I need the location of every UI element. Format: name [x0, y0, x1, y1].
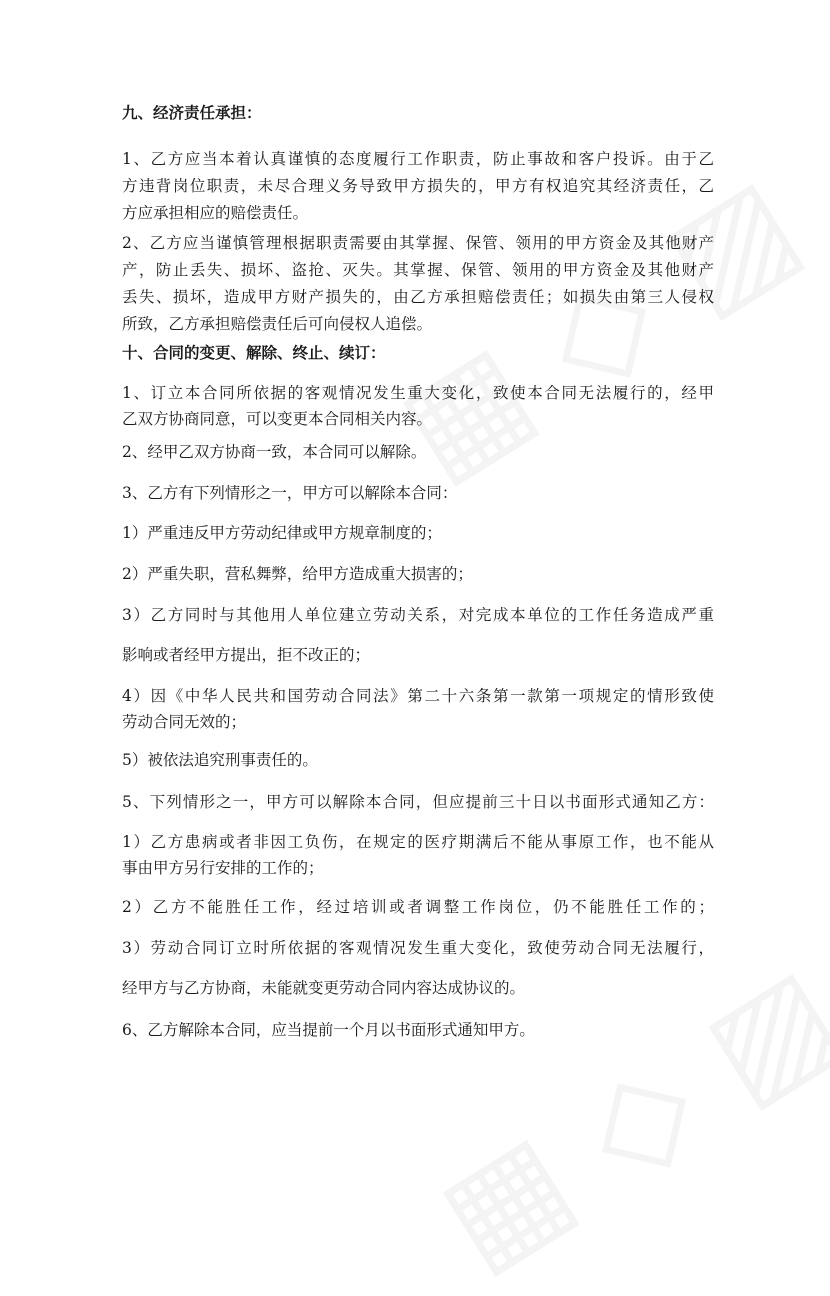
paragraph-line: 丢失、损坏，造成甲方财产损失的，由乙方承担赔偿责任；如损失由第三人侵权 — [122, 288, 714, 306]
list-item: 5）被依法追究刑事责任的。 — [122, 751, 318, 769]
paragraph-line: 5、下列情形之一，甲方可以解除本合同，但应提前三十日以书面形式通知乙方： — [122, 793, 714, 811]
paragraph-line: 1、乙方应当本着认真谨慎的态度履行工作职责，防止事故和客户投诉。由于乙 — [122, 150, 714, 168]
list-item: 1）乙方患病或者非因工负伤，在规定的医疗期满后不能从事原工作，也不能从 — [122, 833, 714, 851]
list-item: 2）乙方不能胜任工作，经过培训或者调整工作岗位，仍不能胜任工作的； — [122, 898, 714, 916]
paragraph-line: 方违背岗位职责，未尽合理义务导致甲方损失的，甲方有权追究其经济责任，乙 — [122, 177, 714, 195]
paragraph-line: 方应承担相应的赔偿责任。 — [122, 204, 309, 222]
paragraph-line: 1、订立本合同所依据的客观情况发生重大变化，致使本合同无法履行的，经甲 — [122, 384, 714, 402]
list-item: 经甲方与乙方协商，未能就变更劳动合同内容达成协议的。 — [122, 979, 526, 997]
paragraph-line: 3、乙方有下列情形之一，甲方可以解除本合同： — [122, 484, 458, 502]
list-item: 劳动合同无效的； — [122, 713, 247, 731]
list-item: 2）严重失职，营私舞弊，给甲方造成重大损害的； — [122, 565, 473, 583]
paragraph-line: 2、经甲乙双方协商一致，本合同可以解除。 — [122, 443, 427, 461]
paragraph-line: 所致，乙方承担赔偿责任后可向侵权人追偿。 — [122, 315, 433, 333]
list-item: 1）严重违反甲方劳动纪律或甲方规章制度的； — [122, 524, 442, 542]
section-heading: 十、合同的变更、解除、终止、续订： — [122, 344, 386, 362]
list-item: 3）劳动合同订立时所依据的客观情况发生重大变化，致使劳动合同无法履行， — [122, 939, 714, 957]
list-item: 3）乙方同时与其他用人单位建立劳动关系，对完成本单位的工作任务造成严重 — [122, 606, 714, 624]
section-heading: 九、经济责任承担： — [122, 104, 262, 122]
paragraph-line: 产，防止丢失、损坏、盗抢、灭失。其掌握、保管、领用的甲方资金及其他财产 — [122, 261, 714, 279]
list-item: 4）因《中华人民共和国劳动合同法》第二十六条第一款第一项规定的情形致使 — [122, 687, 714, 705]
paragraph-line: 乙双方协商同意，可以变更本合同相关内容。 — [122, 410, 433, 428]
paragraph-line: 2、乙方应当谨慎管理根据职责需要由其掌握、保管、领用的甲方资金及其他财产 — [122, 234, 714, 252]
paragraph-line: 6、乙方解除本合同，应当提前一个月以书面形式通知甲方。 — [122, 1021, 535, 1039]
list-item: 事由甲方另行安排的工作的； — [122, 859, 324, 877]
list-item: 影响或者经甲方提出，拒不改正的； — [122, 646, 371, 664]
